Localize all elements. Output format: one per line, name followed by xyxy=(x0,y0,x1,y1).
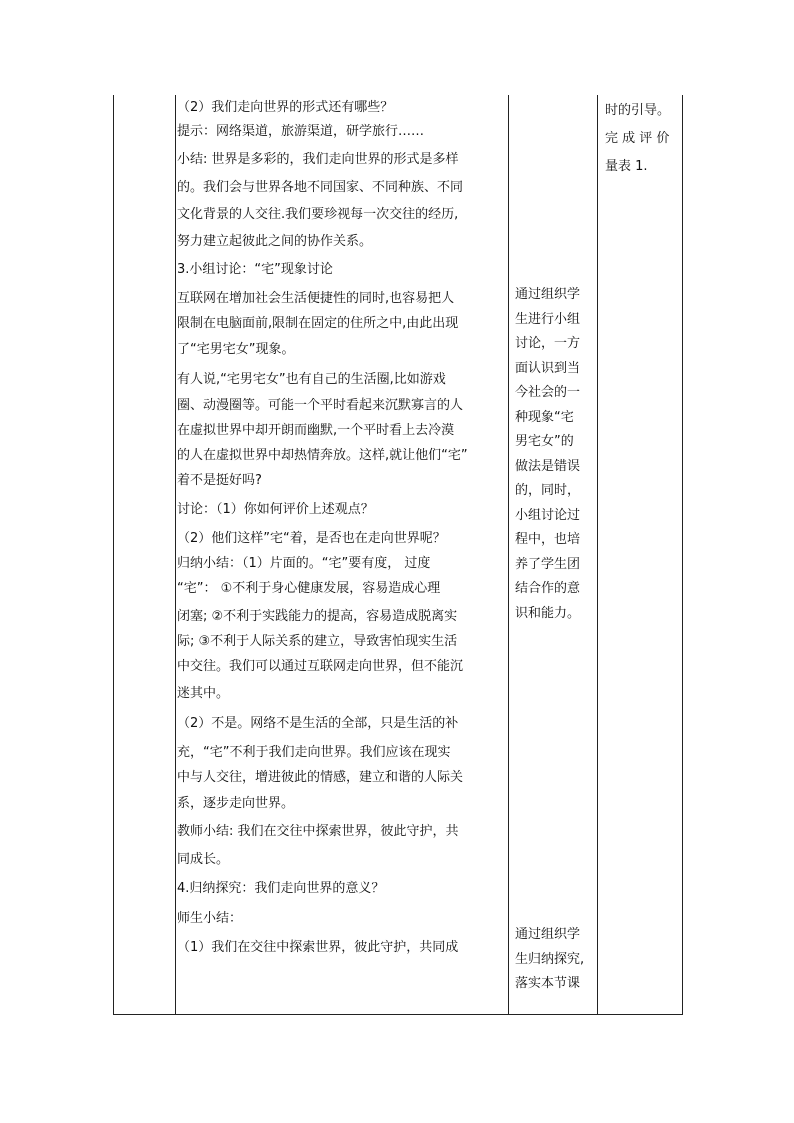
text-line: 限制在电脑面前,限制在固定的住所之中,由此出现 xyxy=(177,316,459,331)
text-line: 讨论，一方 xyxy=(515,336,581,351)
teaching-process-cell xyxy=(177,97,504,963)
text-line: 识和能力。 xyxy=(515,605,581,621)
text-line: 小结: 世界是多彩的，我们走向世界的形式是多样 xyxy=(177,152,459,167)
text-line: 的。我们会与世界各地不同国家、不同种族、不同 xyxy=(177,180,464,195)
text-line: 中交往。我们可以通过互联网走向世界，但不能沉 xyxy=(177,659,464,674)
text-line: 际; ③不利于人际关系的建立，导致害怕现实生活 xyxy=(177,634,458,649)
text-line: 落实本节课 xyxy=(515,976,581,991)
text-line: 文化背景的人交往.我们要珍视每一次交往的经历, xyxy=(177,207,459,222)
text-line: 了“宅男宅女”现象。 xyxy=(177,342,295,357)
text-line: 互联网在增加社会生活便捷性的同时,也容易把人 xyxy=(177,291,455,306)
text-line: “宅”： ①不利于身心健康发展，容易造成心理 xyxy=(177,581,441,596)
text-line: 讨论：（1）你如何评价上述观点？ xyxy=(177,502,374,517)
notes-cell xyxy=(605,97,677,181)
text-line: 做法是错误 xyxy=(515,458,581,474)
text-line: 提示：网络渠道，旅游渠道，研学旅行…… xyxy=(177,124,425,139)
text-line: 充，“宅”不利于我们走向世界。我们应该在现实 xyxy=(177,745,451,760)
text-line: 中与人交往，增进彼此的情感，建立和谐的人际关 xyxy=(177,770,464,785)
text-line: 的人在虚拟世界中却热情奔放。这样,就让他们“宅” xyxy=(177,448,468,463)
text-line: 着不是挺好吗? xyxy=(177,473,262,488)
section-heading: 4.归纳探究：我们走向世界的意义？ xyxy=(177,881,385,896)
design-intent-block-1 xyxy=(515,283,597,626)
text-line: 教师小结: 我们在交往中探索世界，彼此守护，共 xyxy=(177,824,459,839)
text-line: 的，同时， xyxy=(515,483,581,498)
text-line: 归纳小结：（1）片面的。“宅”要有度， 过度 xyxy=(177,556,431,571)
text-line: 完 成 评 价 xyxy=(605,131,670,146)
text-line: 闭塞; ②不利于实践能力的提高，容易造成脱离实 xyxy=(177,609,458,624)
table-border-right xyxy=(682,95,683,1015)
text-line: 结合作的意 xyxy=(515,581,581,596)
text-line: （2）我们走向世界的形式还有哪些？ xyxy=(177,100,394,115)
design-intent-block-2 xyxy=(515,923,597,997)
text-line: 迷其中。 xyxy=(177,686,230,701)
lesson-table xyxy=(113,95,683,1015)
table-divider-3 xyxy=(597,95,598,1015)
table-divider-2 xyxy=(508,95,509,1015)
text-line: 量表 1. xyxy=(605,159,648,174)
table-border-bottom xyxy=(113,1014,683,1015)
text-line: 男宅女”的 xyxy=(515,434,574,449)
text-line: 通过组织学 xyxy=(515,927,581,942)
text-line: 师生小结： xyxy=(177,911,243,926)
text-line: （2）他们这样”宅“着，是否也在走向世界呢？ xyxy=(177,531,446,546)
text-line: 系，逐步走向世界。 xyxy=(177,796,295,811)
section-heading: 3.小组讨论：“宅”现象讨论 xyxy=(177,262,333,277)
text-line: 生归纳探究, xyxy=(515,951,585,967)
table-divider-1 xyxy=(175,95,176,1015)
text-line: 养了学生团 xyxy=(515,556,581,572)
text-line: 小组讨论过 xyxy=(515,507,581,523)
text-line: 生进行小组 xyxy=(515,311,581,327)
text-line: 有人说,“宅男宅女”也有自己的生活圈,比如游戏 xyxy=(177,372,446,387)
text-line: 程中，也培 xyxy=(515,532,581,547)
text-line: 面认识到当 xyxy=(515,360,581,376)
text-line: 努力建立起彼此之间的协作关系。 xyxy=(177,234,373,249)
text-line: 今社会的一 xyxy=(515,385,581,400)
text-line: 圈、动漫圈等。可能一个平时看起来沉默寡言的人 xyxy=(177,398,464,413)
text-line: 同成长。 xyxy=(177,852,230,867)
text-line: （2）不是。网络不是生活的全部，只是生活的补 xyxy=(177,716,459,731)
text-line: 时的引导。 xyxy=(605,103,671,118)
text-line: （1）我们在交往中探索世界，彼此守护，共同成 xyxy=(177,940,459,955)
text-line: 通过组织学 xyxy=(515,287,581,302)
text-line: 在虚拟世界中却开朗而幽默,一个平时看上去冷漠 xyxy=(177,423,455,438)
table-border-left xyxy=(113,95,114,1015)
text-line: 种现象“宅 xyxy=(515,409,574,425)
